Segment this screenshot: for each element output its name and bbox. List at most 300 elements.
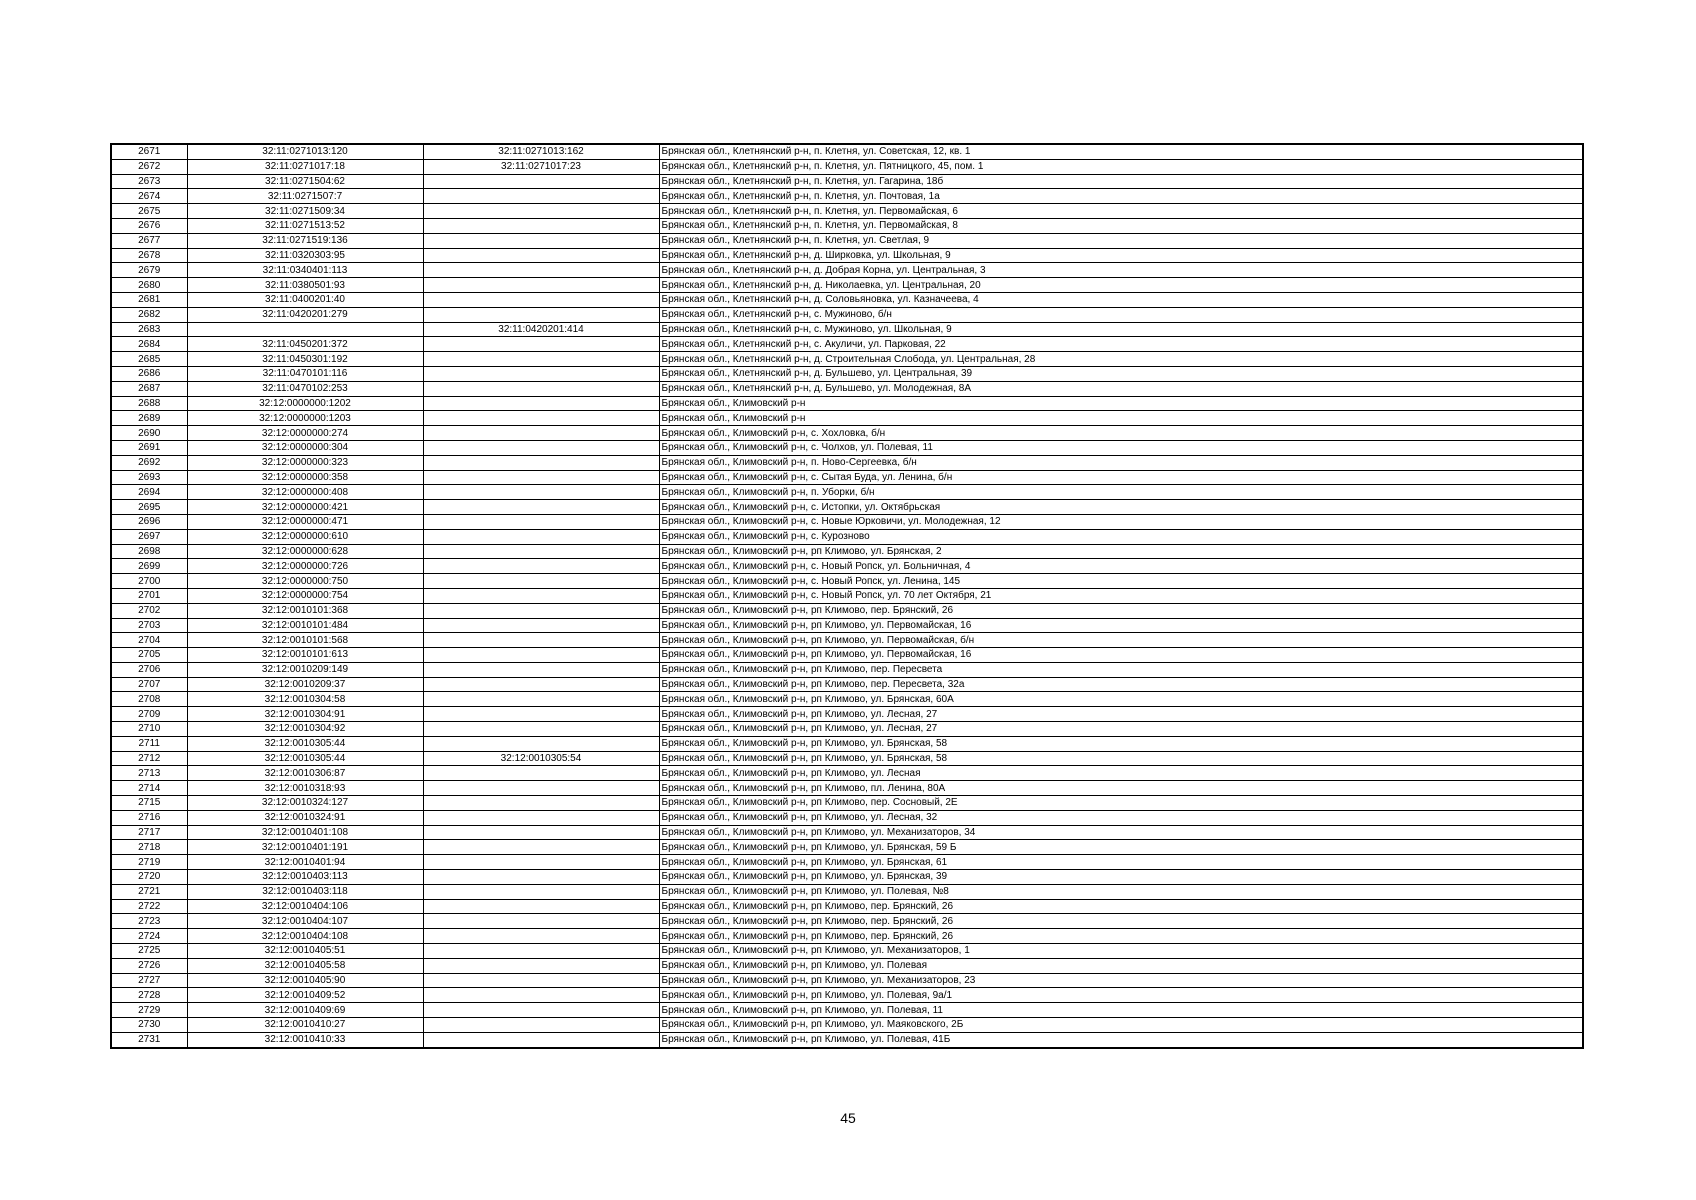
page-number: 45 <box>840 1110 856 1126</box>
registry-table <box>110 143 1584 1049</box>
row-number-cell: 2699 <box>111 559 187 574</box>
row-number-cell: 2715 <box>111 796 187 811</box>
address-cell: Брянская обл., Клетнянский р-н, п. Клетня, ул. Первомайская, 6 <box>659 204 1583 219</box>
related-cadastral-number-cell <box>423 662 659 677</box>
table-row <box>111 337 1583 352</box>
row-number-cell: 2731 <box>111 1032 187 1047</box>
related-cadastral-number-cell <box>423 648 659 663</box>
row-number-cell: 2683 <box>111 322 187 337</box>
cadastral-number-cell: 32:12:0010324:91 <box>187 810 423 825</box>
related-cadastral-number-cell <box>423 233 659 248</box>
cadastral-number-cell: 32:12:0010405:90 <box>187 973 423 988</box>
cadastral-number-cell: 32:12:0010209:37 <box>187 677 423 692</box>
cadastral-number-cell: 32:11:0271513:52 <box>187 218 423 233</box>
table-row <box>111 204 1583 219</box>
cadastral-number-cell: 32:12:0010405:51 <box>187 944 423 959</box>
cadastral-number-cell: 32:12:0010304:92 <box>187 722 423 737</box>
address-cell: Брянская обл., Климовский р-н, рп Климово, ул. Первомайская, 16 <box>659 648 1583 663</box>
address-cell: Брянская обл., Климовский р-н, рп Климово, пер. Сосновый, 2Е <box>659 796 1583 811</box>
table-row <box>111 618 1583 633</box>
related-cadastral-number-cell <box>423 588 659 603</box>
row-number-cell: 2674 <box>111 189 187 204</box>
row-number-cell: 2704 <box>111 633 187 648</box>
related-cadastral-number-cell <box>423 988 659 1003</box>
table-row <box>111 500 1583 515</box>
table-row <box>111 574 1583 589</box>
row-number-cell: 2688 <box>111 396 187 411</box>
related-cadastral-number-cell <box>423 899 659 914</box>
row-number-cell: 2713 <box>111 766 187 781</box>
related-cadastral-number-cell <box>423 736 659 751</box>
cadastral-number-cell: 32:12:0010101:368 <box>187 603 423 618</box>
address-cell: Брянская обл., Клетнянский р-н, с. Мужиново, б/н <box>659 307 1583 322</box>
cadastral-number-cell: 32:12:0000000:304 <box>187 440 423 455</box>
cadastral-number-cell: 32:12:0010304:58 <box>187 692 423 707</box>
row-number-cell: 2720 <box>111 870 187 885</box>
row-number-cell: 2684 <box>111 337 187 352</box>
related-cadastral-number-cell <box>423 1018 659 1033</box>
related-cadastral-number-cell <box>423 1032 659 1047</box>
row-number-cell: 2727 <box>111 973 187 988</box>
row-number-cell: 2712 <box>111 751 187 766</box>
row-number-cell: 2724 <box>111 929 187 944</box>
cadastral-number-cell: 32:12:0000000:610 <box>187 529 423 544</box>
related-cadastral-number-cell <box>423 396 659 411</box>
related-cadastral-number-cell <box>423 307 659 322</box>
related-cadastral-number-cell <box>423 470 659 485</box>
cadastral-number-cell: 32:12:0000000:628 <box>187 544 423 559</box>
row-number-cell: 2689 <box>111 411 187 426</box>
cadastral-number-cell: 32:11:0420201:279 <box>187 307 423 322</box>
address-cell: Брянская обл., Климовский р-н, рп Климово, пер. Брянский, 26 <box>659 929 1583 944</box>
related-cadastral-number-cell <box>423 514 659 529</box>
address-cell: Брянская обл., Климовский р-н, рп Климово, пер. Брянский, 26 <box>659 899 1583 914</box>
row-number-cell: 2680 <box>111 278 187 293</box>
table-row <box>111 218 1583 233</box>
related-cadastral-number-cell <box>423 204 659 219</box>
table-row <box>111 292 1583 307</box>
cadastral-number-cell: 32:12:0010410:33 <box>187 1032 423 1047</box>
address-cell: Брянская обл., Климовский р-н, рп Климово, пер. Брянский, 26 <box>659 914 1583 929</box>
table-row <box>111 662 1583 677</box>
related-cadastral-number-cell <box>423 263 659 278</box>
related-cadastral-number-cell <box>423 411 659 426</box>
address-cell: Брянская обл., Клетнянский р-н, д. Строительная Слобода, ул. Центральная, 28 <box>659 352 1583 367</box>
address-cell: Брянская обл., Климовский р-н, с. Истопки, ул. Октябрьская <box>659 500 1583 515</box>
table-row <box>111 825 1583 840</box>
related-cadastral-number-cell <box>423 677 659 692</box>
cadastral-number-cell: 32:11:0470102:253 <box>187 381 423 396</box>
address-cell: Брянская обл., Клетнянский р-н, п. Клетня, ул. Почтовая, 1а <box>659 189 1583 204</box>
address-cell: Брянская обл., Клетнянский р-н, д. Николаевка, ул. Центральная, 20 <box>659 278 1583 293</box>
address-cell: Брянская обл., Климовский р-н, рп Климово, ул. Брянская, 59 Б <box>659 840 1583 855</box>
related-cadastral-number-cell <box>423 825 659 840</box>
row-number-cell: 2672 <box>111 159 187 174</box>
table-row <box>111 559 1583 574</box>
row-number-cell: 2682 <box>111 307 187 322</box>
related-cadastral-number-cell <box>423 248 659 263</box>
table-row <box>111 529 1583 544</box>
table-row <box>111 884 1583 899</box>
cadastral-number-cell: 32:11:0450201:372 <box>187 337 423 352</box>
address-cell: Брянская обл., Климовский р-н, с. Чолхов, ул. Полевая, 11 <box>659 440 1583 455</box>
address-cell: Брянская обл., Клетнянский р-н, п. Клетня, ул. Советская, 12, кв. 1 <box>659 144 1583 159</box>
address-cell: Брянская обл., Климовский р-н, рп Климово, ул. Лесная <box>659 766 1583 781</box>
table-row <box>111 440 1583 455</box>
table-row <box>111 810 1583 825</box>
cadastral-number-cell: 32:12:0010403:118 <box>187 884 423 899</box>
row-number-cell: 2691 <box>111 440 187 455</box>
table-row <box>111 322 1583 337</box>
row-number-cell: 2717 <box>111 825 187 840</box>
related-cadastral-number-cell: 32:11:0271013:162 <box>423 144 659 159</box>
related-cadastral-number-cell: 32:12:0010305:54 <box>423 751 659 766</box>
address-cell: Брянская обл., Климовский р-н, с. Новый Ропск, ул. Больничная, 4 <box>659 559 1583 574</box>
related-cadastral-number-cell <box>423 381 659 396</box>
table-row <box>111 899 1583 914</box>
address-cell: Брянская обл., Климовский р-н, рп Климово, ул. Брянская, 58 <box>659 736 1583 751</box>
cadastral-number-cell: 32:12:0000000:323 <box>187 455 423 470</box>
cadastral-number-cell: 32:11:0400201:40 <box>187 292 423 307</box>
row-number-cell: 2695 <box>111 500 187 515</box>
related-cadastral-number-cell <box>423 544 659 559</box>
cadastral-number-cell: 32:12:0010409:69 <box>187 1003 423 1018</box>
address-cell: Брянская обл., Климовский р-н, с. Новый Ропск, ул. 70 лет Октября, 21 <box>659 588 1583 603</box>
row-number-cell: 2677 <box>111 233 187 248</box>
related-cadastral-number-cell <box>423 944 659 959</box>
cadastral-number-cell: 32:12:0010401:108 <box>187 825 423 840</box>
cadastral-number-cell: 32:12:0000000:421 <box>187 500 423 515</box>
table-row <box>111 455 1583 470</box>
table-row <box>111 544 1583 559</box>
cadastral-number-cell: 32:12:0010404:107 <box>187 914 423 929</box>
table-row <box>111 648 1583 663</box>
related-cadastral-number-cell <box>423 426 659 441</box>
row-number-cell: 2709 <box>111 707 187 722</box>
cadastral-number-cell: 32:12:0000000:358 <box>187 470 423 485</box>
address-cell: Брянская обл., Климовский р-н, п. Уборки, б/н <box>659 485 1583 500</box>
address-cell: Брянская обл., Климовский р-н, рп Климово, ул. Полевая <box>659 958 1583 973</box>
row-number-cell: 2714 <box>111 781 187 796</box>
address-cell: Брянская обл., Климовский р-н, рп Климово, ул. Маяковского, 2Б <box>659 1018 1583 1033</box>
row-number-cell: 2673 <box>111 174 187 189</box>
table-row <box>111 588 1583 603</box>
table-row <box>111 692 1583 707</box>
row-number-cell: 2723 <box>111 914 187 929</box>
cadastral-number-cell: 32:12:0010304:91 <box>187 707 423 722</box>
table-row <box>111 944 1583 959</box>
table-row <box>111 485 1583 500</box>
address-cell: Брянская обл., Климовский р-н, рп Климово, ул. Брянская, 60А <box>659 692 1583 707</box>
address-cell: Брянская обл., Климовский р-н, рп Климово, пер. Пересвета, 32а <box>659 677 1583 692</box>
related-cadastral-number-cell <box>423 559 659 574</box>
row-number-cell: 2678 <box>111 248 187 263</box>
related-cadastral-number-cell <box>423 292 659 307</box>
address-cell: Брянская обл., Климовский р-н, рп Климово, ул. Первомайская, 16 <box>659 618 1583 633</box>
table-row <box>111 189 1583 204</box>
cadastral-number-cell: 32:12:0000000:754 <box>187 588 423 603</box>
row-number-cell: 2694 <box>111 485 187 500</box>
table-row <box>111 470 1583 485</box>
row-number-cell: 2718 <box>111 840 187 855</box>
address-cell: Брянская обл., Клетнянский р-н, д. Добрая Корна, ул. Центральная, 3 <box>659 263 1583 278</box>
table-row <box>111 278 1583 293</box>
related-cadastral-number-cell <box>423 707 659 722</box>
related-cadastral-number-cell <box>423 218 659 233</box>
cadastral-number-cell: 32:12:0010101:568 <box>187 633 423 648</box>
related-cadastral-number-cell <box>423 189 659 204</box>
related-cadastral-number-cell <box>423 440 659 455</box>
address-cell: Брянская обл., Клетнянский р-н, п. Клетня, ул. Гагарина, 18б <box>659 174 1583 189</box>
address-cell: Брянская обл., Климовский р-н, с. Новый Ропск, ул. Ленина, 145 <box>659 574 1583 589</box>
related-cadastral-number-cell <box>423 870 659 885</box>
cadastral-number-cell: 32:12:0000000:750 <box>187 574 423 589</box>
cadastral-number-cell: 32:12:0000000:1202 <box>187 396 423 411</box>
table-row <box>111 426 1583 441</box>
cadastral-number-cell: 32:11:0380501:93 <box>187 278 423 293</box>
address-cell: Брянская обл., Климовский р-н <box>659 411 1583 426</box>
table-row <box>111 870 1583 885</box>
address-cell: Брянская обл., Клетнянский р-н, п. Клетня, ул. Светлая, 9 <box>659 233 1583 248</box>
address-cell: Брянская обл., Клетнянский р-н, д. Ширковка, ул. Школьная, 9 <box>659 248 1583 263</box>
address-cell: Брянская обл., Клетнянский р-н, п. Клетня, ул. Пятницкого, 45, пом. 1 <box>659 159 1583 174</box>
address-cell: Брянская обл., Климовский р-н, с. Хохловка, б/н <box>659 426 1583 441</box>
row-number-cell: 2728 <box>111 988 187 1003</box>
registry-table-body <box>111 144 1583 1048</box>
row-number-cell: 2708 <box>111 692 187 707</box>
address-cell: Брянская обл., Климовский р-н, п. Ново-Сергеевка, б/н <box>659 455 1583 470</box>
related-cadastral-number-cell <box>423 958 659 973</box>
table-row <box>111 366 1583 381</box>
address-cell: Брянская обл., Климовский р-н <box>659 396 1583 411</box>
cadastral-number-cell: 32:12:0000000:274 <box>187 426 423 441</box>
row-number-cell: 2729 <box>111 1003 187 1018</box>
address-cell: Брянская обл., Климовский р-н, рп Климово, ул. Брянская, 58 <box>659 751 1583 766</box>
row-number-cell: 2687 <box>111 381 187 396</box>
table-row <box>111 352 1583 367</box>
cadastral-number-cell: 32:11:0271519:136 <box>187 233 423 248</box>
cadastral-number-cell: 32:11:0271509:34 <box>187 204 423 219</box>
related-cadastral-number-cell <box>423 485 659 500</box>
address-cell: Брянская обл., Климовский р-н, рп Климово, ул. Полевая, 11 <box>659 1003 1583 1018</box>
cadastral-number-cell: 32:12:0000000:471 <box>187 514 423 529</box>
table-row <box>111 603 1583 618</box>
table-row <box>111 159 1583 174</box>
related-cadastral-number-cell: 32:11:0271017:23 <box>423 159 659 174</box>
address-cell: Брянская обл., Климовский р-н, рп Климово, ул. Брянская, 2 <box>659 544 1583 559</box>
related-cadastral-number-cell: 32:11:0420201:414 <box>423 322 659 337</box>
related-cadastral-number-cell <box>423 840 659 855</box>
cadastral-number-cell: 32:11:0340401:113 <box>187 263 423 278</box>
table-row <box>111 707 1583 722</box>
address-cell: Брянская обл., Клетнянский р-н, с. Акуличи, ул. Парковая, 22 <box>659 337 1583 352</box>
row-number-cell: 2725 <box>111 944 187 959</box>
related-cadastral-number-cell <box>423 884 659 899</box>
row-number-cell: 2686 <box>111 366 187 381</box>
related-cadastral-number-cell <box>423 796 659 811</box>
address-cell: Брянская обл., Климовский р-н, рп Климово, ул. Брянская, 61 <box>659 855 1583 870</box>
address-cell: Брянская обл., Клетнянский р-н, п. Клетня, ул. Первомайская, 8 <box>659 218 1583 233</box>
address-cell: Брянская обл., Климовский р-н, с. Новые Юрковичи, ул. Молодежная, 12 <box>659 514 1583 529</box>
table-row <box>111 144 1583 159</box>
table-row <box>111 514 1583 529</box>
address-cell: Брянская обл., Клетнянский р-н, д. Соловьяновка, ул. Казначеева, 4 <box>659 292 1583 307</box>
row-number-cell: 2692 <box>111 455 187 470</box>
table-row <box>111 174 1583 189</box>
cadastral-number-cell: 32:11:0450301:192 <box>187 352 423 367</box>
cadastral-number-cell: 32:12:0000000:1203 <box>187 411 423 426</box>
table-row <box>111 411 1583 426</box>
address-cell: Брянская обл., Климовский р-н, рп Климово, пер. Пересвета <box>659 662 1583 677</box>
table-row <box>111 973 1583 988</box>
table-row <box>111 263 1583 278</box>
address-cell: Брянская обл., Климовский р-н, рп Климово, ул. Полевая, 9а/1 <box>659 988 1583 1003</box>
row-number-cell: 2703 <box>111 618 187 633</box>
address-cell: Брянская обл., Клетнянский р-н, с. Мужиново, ул. Школьная, 9 <box>659 322 1583 337</box>
address-cell: Брянская обл., Клетнянский р-н, д. Бульшево, ул. Молодежная, 8А <box>659 381 1583 396</box>
related-cadastral-number-cell <box>423 278 659 293</box>
table-row <box>111 1018 1583 1033</box>
cadastral-number-cell: 32:12:0010324:127 <box>187 796 423 811</box>
related-cadastral-number-cell <box>423 603 659 618</box>
related-cadastral-number-cell <box>423 722 659 737</box>
cadastral-number-cell: 32:12:0010410:27 <box>187 1018 423 1033</box>
row-number-cell: 2681 <box>111 292 187 307</box>
row-number-cell: 2707 <box>111 677 187 692</box>
related-cadastral-number-cell <box>423 855 659 870</box>
related-cadastral-number-cell <box>423 337 659 352</box>
table-row <box>111 248 1583 263</box>
row-number-cell: 2710 <box>111 722 187 737</box>
related-cadastral-number-cell <box>423 500 659 515</box>
cadastral-number-cell: 32:12:0010306:87 <box>187 766 423 781</box>
row-number-cell: 2679 <box>111 263 187 278</box>
table-row <box>111 1032 1583 1047</box>
address-cell: Брянская обл., Климовский р-н, рп Климово, ул. Механизаторов, 23 <box>659 973 1583 988</box>
address-cell: Брянская обл., Климовский р-н, рп Климово, ул. Лесная, 27 <box>659 722 1583 737</box>
related-cadastral-number-cell <box>423 352 659 367</box>
row-number-cell: 2711 <box>111 736 187 751</box>
cadastral-number-cell: 32:12:0000000:726 <box>187 559 423 574</box>
cadastral-number-cell: 32:12:0010404:108 <box>187 929 423 944</box>
address-cell: Брянская обл., Климовский р-н, рп Климово, пер. Брянский, 26 <box>659 603 1583 618</box>
cadastral-number-cell: 32:11:0470101:116 <box>187 366 423 381</box>
table-row <box>111 766 1583 781</box>
row-number-cell: 2685 <box>111 352 187 367</box>
table-row <box>111 633 1583 648</box>
address-cell: Брянская обл., Климовский р-н, рп Климово, ул. Механизаторов, 1 <box>659 944 1583 959</box>
row-number-cell: 2706 <box>111 662 187 677</box>
row-number-cell: 2675 <box>111 204 187 219</box>
table-row <box>111 677 1583 692</box>
table-row <box>111 781 1583 796</box>
row-number-cell: 2701 <box>111 588 187 603</box>
table-row <box>111 751 1583 766</box>
table-row <box>111 988 1583 1003</box>
table-row <box>111 914 1583 929</box>
address-cell: Брянская обл., Климовский р-н, рп Климово, ул. Полевая, №8 <box>659 884 1583 899</box>
cadastral-number-cell: 32:12:0010305:44 <box>187 736 423 751</box>
related-cadastral-number-cell <box>423 574 659 589</box>
cadastral-number-cell: 32:12:0010305:44 <box>187 751 423 766</box>
cadastral-number-cell: 32:11:0320303:95 <box>187 248 423 263</box>
address-cell: Брянская обл., Климовский р-н, с. Сытая Буда, ул. Ленина, б/н <box>659 470 1583 485</box>
table-row <box>111 929 1583 944</box>
row-number-cell: 2722 <box>111 899 187 914</box>
cadastral-number-cell: 32:12:0010401:94 <box>187 855 423 870</box>
related-cadastral-number-cell <box>423 929 659 944</box>
row-number-cell: 2676 <box>111 218 187 233</box>
cadastral-number-cell <box>187 322 423 337</box>
cadastral-number-cell: 32:12:0010101:484 <box>187 618 423 633</box>
cadastral-number-cell: 32:12:0010318:93 <box>187 781 423 796</box>
row-number-cell: 2693 <box>111 470 187 485</box>
address-cell: Брянская обл., Климовский р-н, рп Климово, пл. Ленина, 80А <box>659 781 1583 796</box>
related-cadastral-number-cell <box>423 366 659 381</box>
related-cadastral-number-cell <box>423 810 659 825</box>
row-number-cell: 2721 <box>111 884 187 899</box>
cadastral-number-cell: 32:11:0271507:7 <box>187 189 423 204</box>
address-cell: Брянская обл., Клетнянский р-н, д. Бульшево, ул. Центральная, 39 <box>659 366 1583 381</box>
table-row <box>111 722 1583 737</box>
row-number-cell: 2726 <box>111 958 187 973</box>
row-number-cell: 2702 <box>111 603 187 618</box>
table-row <box>111 796 1583 811</box>
table-row <box>111 381 1583 396</box>
cadastral-number-cell: 32:12:0010403:113 <box>187 870 423 885</box>
cadastral-number-cell: 32:12:0000000:408 <box>187 485 423 500</box>
address-cell: Брянская обл., Климовский р-н, рп Климово, ул. Лесная, 27 <box>659 707 1583 722</box>
table-row <box>111 855 1583 870</box>
address-cell: Брянская обл., Климовский р-н, с. Курозново <box>659 529 1583 544</box>
address-cell: Брянская обл., Климовский р-н, рп Климово, ул. Механизаторов, 34 <box>659 825 1583 840</box>
row-number-cell: 2671 <box>111 144 187 159</box>
cadastral-number-cell: 32:12:0010404:106 <box>187 899 423 914</box>
table-row <box>111 958 1583 973</box>
related-cadastral-number-cell <box>423 914 659 929</box>
row-number-cell: 2719 <box>111 855 187 870</box>
cadastral-number-cell: 32:11:0271504:62 <box>187 174 423 189</box>
related-cadastral-number-cell <box>423 766 659 781</box>
table-row <box>111 233 1583 248</box>
table-row <box>111 307 1583 322</box>
address-cell: Брянская обл., Климовский р-н, рп Климово, ул. Первомайская, б/н <box>659 633 1583 648</box>
address-cell: Брянская обл., Климовский р-н, рп Климово, ул. Полевая, 41Б <box>659 1032 1583 1047</box>
address-cell: Брянская обл., Климовский р-н, рп Климово, ул. Лесная, 32 <box>659 810 1583 825</box>
cadastral-number-cell: 32:12:0010101:613 <box>187 648 423 663</box>
cadastral-number-cell: 32:11:0271017:18 <box>187 159 423 174</box>
row-number-cell: 2696 <box>111 514 187 529</box>
table-row <box>111 396 1583 411</box>
related-cadastral-number-cell <box>423 973 659 988</box>
related-cadastral-number-cell <box>423 618 659 633</box>
row-number-cell: 2700 <box>111 574 187 589</box>
row-number-cell: 2698 <box>111 544 187 559</box>
related-cadastral-number-cell <box>423 529 659 544</box>
row-number-cell: 2716 <box>111 810 187 825</box>
cadastral-number-cell: 32:12:0010405:58 <box>187 958 423 973</box>
row-number-cell: 2690 <box>111 426 187 441</box>
row-number-cell: 2697 <box>111 529 187 544</box>
related-cadastral-number-cell <box>423 1003 659 1018</box>
cadastral-number-cell: 32:11:0271013:120 <box>187 144 423 159</box>
related-cadastral-number-cell <box>423 455 659 470</box>
address-cell: Брянская обл., Климовский р-н, рп Климово, ул. Брянская, 39 <box>659 870 1583 885</box>
related-cadastral-number-cell <box>423 174 659 189</box>
row-number-cell: 2730 <box>111 1018 187 1033</box>
cadastral-number-cell: 32:12:0010409:52 <box>187 988 423 1003</box>
cadastral-number-cell: 32:12:0010401:191 <box>187 840 423 855</box>
